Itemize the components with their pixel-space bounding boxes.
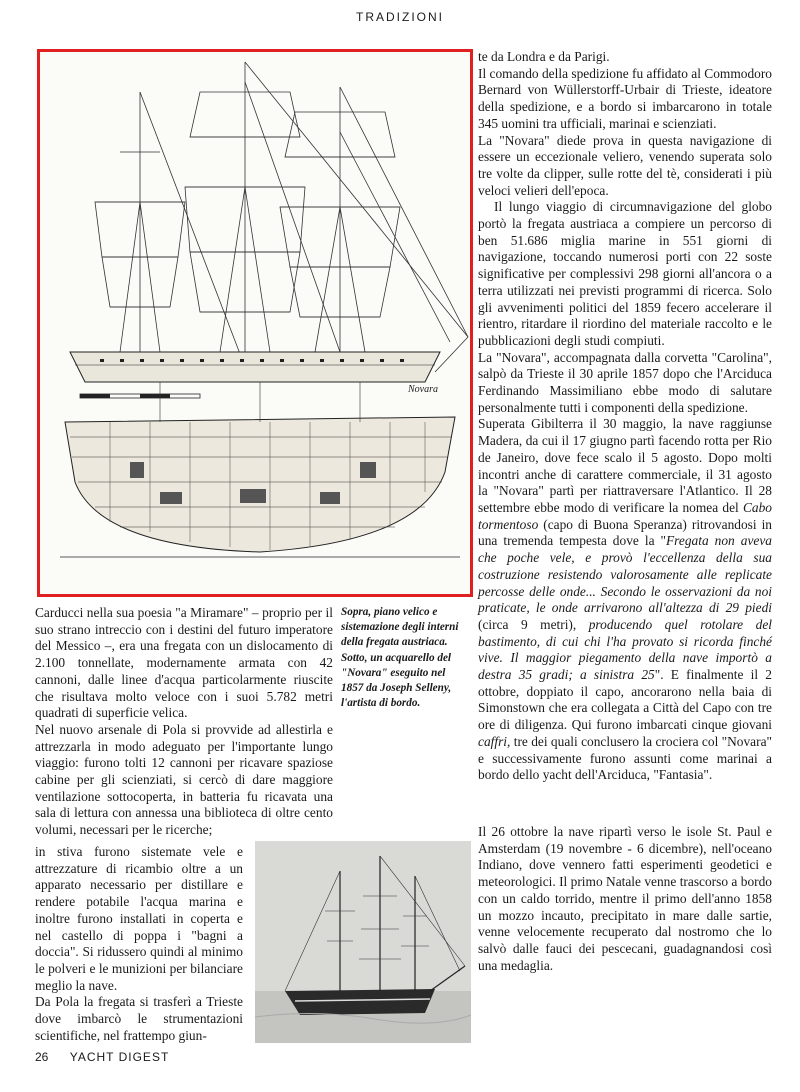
paragraph: Da Pola la fregata si trasferì a Trieste dove imbarcò le strumentazioni scientifiche, nel frattempo giun- <box>35 994 243 1043</box>
text-run-italic: caffri <box>478 733 508 749</box>
figure-caption: Sopra, piano velico e sistemazione degli interni della fregata austriaca. Sotto, un acquarello del "Novara" eseguito nel 1857 da Joseph Selleny, l'artista di bordo. <box>341 606 459 710</box>
text-run: (circa 9 metri), <box>478 616 589 632</box>
page-number: 26 <box>35 1050 49 1064</box>
figure-label: Novara <box>408 384 438 395</box>
text-run: , tre dei quali conclusero la crociera col "Novara" e successivamente furono assunti come marinai a bordo dello yacht dell'Arciduca, "Fantasia". <box>478 733 772 783</box>
right-column-upper <box>478 49 772 784</box>
left-column <box>35 605 333 839</box>
paragraph: La "Novara" diede prova in questa navigazione di essere un eccezionale veliero, venendo superata solo tre volte da clipper, sulle rotte del tè, considerati i più veloci velieri dell'epoca. <box>478 132 772 198</box>
ship-illustration <box>255 841 471 1043</box>
paragraph: Il lungo viaggio di circumnavigazione del globo portò la fregata austriaca a compiere un percorso di ben 51.686 miglia marine in 551 giorni di navigazione, toccando numerosi porti con 22 soste significative per complessivi 298 giorni all'ancora o a terra utilizzati nei previsti programmi di ricerca. Solo gli avvenimenti politici del 1859 fecero accelerare il rientro, ritardare il riordino del materiale raccolto e le pubblicazioni degli studi compiuti. <box>478 199 772 348</box>
paragraph: Il comando della spedizione fu affidato al Commodoro Bernard von Wüllerstorff-Urbair di Trieste, ideatore della spedizione, e a bordo si imbarcarono in totale 345 uomini tra ufficiali, marinai e scienziati. <box>478 65 772 131</box>
paragraph: in stiva furono sistemate vele e attrezzature di ricambio oltre a un apparato necessario per distillare e rendere potabile l'acqua marina e inoltre furono installati in coperta e nel castello di poppa i "bagni a doccia". Si ridussero quindi al minimo le polveri e le munizioni per bilanciare meglio la nave. <box>35 844 243 993</box>
text-run: Superata Gibilterra il 30 maggio, la nave raggiunse Madera, da cui il 17 giugno partì facendo rotta per Rio de Janeiro, dove fece scalo il 5 agosto. Dopo molti incontri anche di carattere commerciale, il 31 agosto la "Novara" partì per riattraversare l'Atlantico. Il 28 settembre ebbe modo di verificare la nomea del <box>478 416 772 515</box>
right-column-lower <box>478 824 772 974</box>
section-header: TRADIZIONI <box>356 10 444 24</box>
left-column-narrow <box>35 844 243 1044</box>
paragraph: Nel nuovo arsenale di Pola si provvide ad allestirla e attrezzarla in modo adeguato per l'importante lungo viaggio: furono tolti 12 cannoni per ricavare spaziose cabine per gli scienziati, si cercò di dare maggiore ventilazione sottocoperta, in batteria fu ricavata una sala di lettura con annessa una biblioteca di oltre cento volumi, necessari per le ricerche; <box>35 721 333 838</box>
paragraph: te da Londra e da Parigi. <box>478 49 610 64</box>
paragraph: Il 26 ottobre la nave ripartì verso le isole St. Paul e Amsterdam (19 novembre - 6 dicembre), nell'oceano Indiano, dove vennero fatti esperimenti geodetici e meteorologici. Il primo Natale venne trascorso a bordo con un caldo torrido, mentre il primo dell'anno 1858 un mozzo incauto, precipitato in mare dalle sartie, venne velocemente recuperato dal nostromo che lo salvò dalle fauci dei pescecani, guadagnandosi così una medaglia. <box>478 824 772 973</box>
text-run-italic: producendo quel rotolare del bastimento, di cui chi l'ha provato si ricorda finché vive. Il maggior piegamento della nave importò a destra 35 gradi; a sinistra 25 <box>478 616 772 683</box>
text-run: ". E finalmente il 2 ottobre, doppiato il capo, ancorarono nella baia di Simonstown che era collegata a Città del Capo con tre ore di diligenza. Qui furono imbarcati cinque giovani <box>478 667 773 733</box>
magazine-name: YACHT DIGEST <box>69 1050 170 1064</box>
paragraph: Carducci nella sua poesia "a Miramare" – proprio per il suo strano intreccio con i destini del futuro imperatore del Messico –, era una fregata con un dislocamento di 2.100 tonnellate, modernamente armata con 42 cannoni, dalle linee d'acqua particolarmente riuscite che risultava molto veloce con i suoi 5.782 metri quadrati di superficie velica. <box>35 605 333 721</box>
page-footer <box>35 1050 169 1064</box>
text-run: (capo di Buona Speranza) ritrovandosi in una tremenda tempesta dove la " <box>478 516 772 549</box>
text-run-italic: Cabo tormentoso <box>478 499 772 532</box>
ship-plan-figure <box>37 49 473 597</box>
paragraph <box>478 416 772 783</box>
novara-watercolor-image <box>255 841 471 1043</box>
sail-plan-drawing <box>40 52 470 594</box>
paragraph: La "Novara", accompagnata dalla corvetta "Carolina", salpò da Trieste il 30 aprile 1857 dopo che l'Arciduca Ferdinando Massimiliano ebbe modo di salutare personalmente tutti i componenti della spedizione. <box>478 349 772 415</box>
text-run-italic: Fregata non aveva che poche vele, e provò l'eccellenza della sua costruzione resistendo valorosamente alle replicate percosse delle onde... Secondo le osservazioni da noi praticate, le onde arrivarono all'altezza di 29 piedi <box>478 533 772 616</box>
